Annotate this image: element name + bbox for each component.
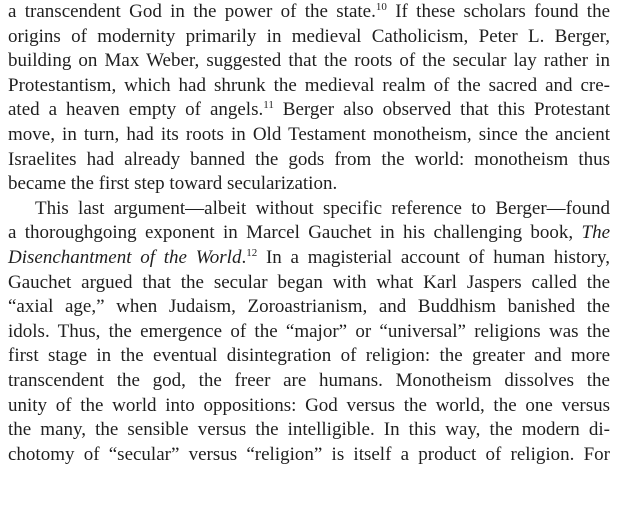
text-segment: In a magisterial account of human history, bbox=[257, 246, 610, 268]
text-line bbox=[8, 74, 610, 99]
footnote-marker: 12 bbox=[246, 246, 258, 259]
text-segment: a transcendent God in the power of the state. bbox=[8, 1, 376, 22]
text-segment: Israelites had already banned the gods from the world: monotheism thus bbox=[8, 148, 610, 170]
text-line bbox=[8, 344, 610, 369]
text-line bbox=[8, 123, 610, 148]
text-segment: the many, the sensible versus the intelligible. In this way, the modern di- bbox=[8, 419, 610, 441]
document-page bbox=[8, 0, 610, 467]
text-segment: origins of modernity primarily in medieval Catholicism, Peter L. Berger, bbox=[8, 25, 610, 47]
text-segment: move, in turn, had its roots in Old Testament monotheism, since the ancient bbox=[8, 123, 610, 145]
text-line bbox=[8, 25, 610, 50]
text-line bbox=[8, 418, 610, 443]
text-segment: transcendent the god, the freer are humans. Monotheism dissolves the bbox=[8, 369, 610, 391]
text-line bbox=[8, 172, 610, 197]
body-text bbox=[8, 0, 610, 467]
text-line bbox=[8, 295, 610, 320]
text-line bbox=[8, 49, 610, 74]
text-segment: chotomy of “secular” versus “religion” is itself a product of religion. For bbox=[8, 443, 610, 465]
text-line bbox=[8, 246, 610, 271]
text-line bbox=[8, 394, 610, 419]
text-segment: building on Max Weber, suggested that the roots of the secular lay rather in bbox=[8, 50, 610, 72]
text-line bbox=[8, 197, 610, 222]
text-line bbox=[8, 0, 610, 25]
text-line bbox=[8, 271, 610, 296]
text-segment: a thoroughgoing exponent in Marcel Gauchet in his challenging book, bbox=[8, 222, 582, 244]
text-segment: “axial age,” when Judaism, Zoroastrianism, and Buddhism banished the bbox=[8, 296, 610, 318]
text-segment: Gauchet argued that the secular began with what Karl Jaspers called the bbox=[8, 271, 610, 293]
footnote-marker: 10 bbox=[375, 1, 387, 13]
text-line bbox=[8, 221, 610, 246]
text-segment: first stage in the eventual disintegration of religion: the greater and more bbox=[8, 345, 610, 367]
paragraph bbox=[8, 197, 610, 468]
paragraph bbox=[8, 0, 610, 197]
footnote-marker: 11 bbox=[263, 99, 274, 112]
text-line bbox=[8, 443, 610, 468]
text-segment: Berger also observed that this Protestant bbox=[273, 99, 610, 121]
text-segment: Protestantism, which had shrunk the medieval realm of the sacred and cre- bbox=[8, 74, 610, 96]
text-segment: ated a heaven empty of angels. bbox=[8, 99, 264, 121]
text-line bbox=[8, 369, 610, 394]
text-segment: If these scholars found the bbox=[386, 1, 611, 22]
text-segment: idols. Thus, the emergence of the “major” or “universal” religions was the bbox=[8, 320, 610, 342]
text-segment: The bbox=[581, 222, 610, 244]
text-line bbox=[8, 148, 610, 173]
text-segment: This last argument—albeit without specific reference to Berger—found bbox=[35, 197, 610, 219]
text-line bbox=[8, 320, 610, 345]
text-segment: became the first step toward secularization. bbox=[8, 173, 338, 195]
text-segment: . bbox=[241, 246, 247, 268]
text-segment: unity of the world into oppositions: God versus the world, the one versus bbox=[8, 394, 610, 416]
text-segment: Disenchantment of the World bbox=[8, 246, 242, 268]
text-line bbox=[8, 98, 610, 123]
